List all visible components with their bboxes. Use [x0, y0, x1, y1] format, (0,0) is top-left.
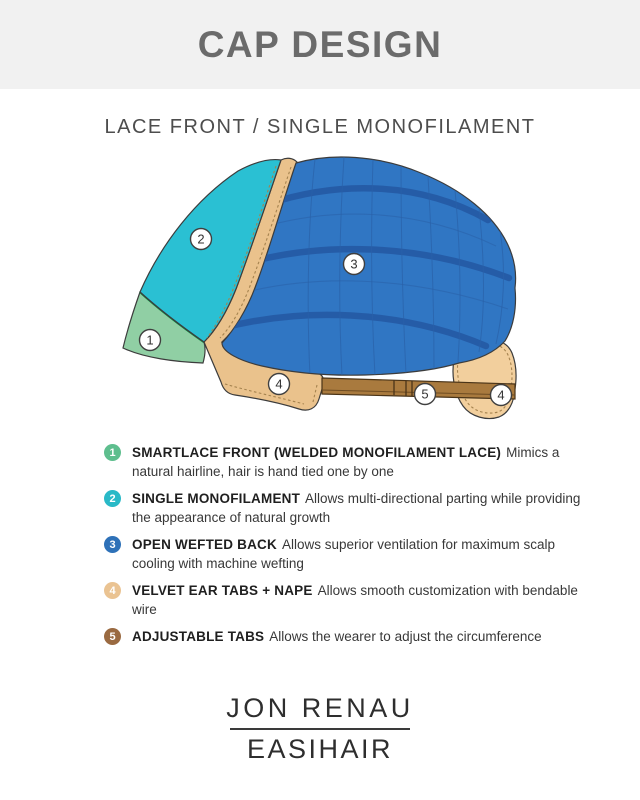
legend-item-description: Allows multi-directional parting while providing the appearance of natural growth: [132, 491, 581, 525]
marker-3-wefted-back: [344, 254, 365, 275]
legend-item-description: Allows smooth customization with bendable wire: [132, 583, 578, 617]
cap-subtitle: LACE FRONT / SINGLE MONOFILAMENT: [104, 116, 536, 138]
legend-item-adjustable-tabs: [104, 627, 640, 646]
legend-number-badge: 4: [104, 582, 121, 599]
legend-item-description: Allows superior ventilation for maximum scalp cooling with machine wefting: [132, 537, 556, 571]
legend-item-heading: OPEN WEFTED BACK: [132, 537, 277, 552]
brand-name-top: JON RENAU: [226, 693, 414, 723]
cap-diagram-illustration: [116, 154, 556, 429]
marker-4-left-ear-tab: [269, 374, 290, 395]
legend-item-heading: ADJUSTABLE TABS: [132, 629, 265, 644]
svg-text:2: 2: [197, 231, 205, 247]
legend-number-badge: 5: [104, 628, 121, 645]
svg-text:1: 1: [146, 332, 154, 348]
marker-5-adjustable-tab: [415, 384, 436, 405]
legend-item-heading: SMARTLACE FRONT (WELDED MONOFILAMENT LACE): [132, 445, 502, 460]
legend-number-badge: 3: [104, 536, 121, 553]
page-title: CAP DESIGN: [197, 23, 443, 65]
legend-item-smartlace-front: [104, 443, 640, 481]
svg-text:5: 5: [421, 386, 429, 402]
legend-item-description: Allows the wearer to adjust the circumference: [269, 629, 542, 644]
marker-1-lace-front: [140, 330, 161, 351]
marker-2-monofilament: [191, 229, 212, 250]
svg-text:3: 3: [350, 256, 358, 272]
legend-number-badge: 1: [104, 444, 121, 461]
header-bar: [0, 0, 640, 89]
legend-item-single-monofilament: [104, 489, 640, 527]
legend-item-description: Mimics a natural hairline, hair is hand tied one by one: [132, 445, 560, 479]
brand-divider-line: [230, 728, 410, 730]
legend-item-velvet-ear-tabs: [104, 581, 640, 619]
legend-item-heading: SINGLE MONOFILAMENT: [132, 491, 301, 506]
legend-item-heading: VELVET EAR TABS + NAPE: [132, 583, 313, 598]
marker-4-right-ear-tab: [491, 385, 512, 406]
legend-number-badge: 2: [104, 490, 121, 507]
brand-name-bottom: EASIHAIR: [246, 734, 394, 764]
svg-text:4: 4: [497, 387, 505, 403]
legend-item-open-wefted-back: [104, 535, 640, 573]
legend: [104, 443, 640, 646]
svg-text:4: 4: [275, 376, 283, 392]
brand-logo: [0, 693, 640, 765]
